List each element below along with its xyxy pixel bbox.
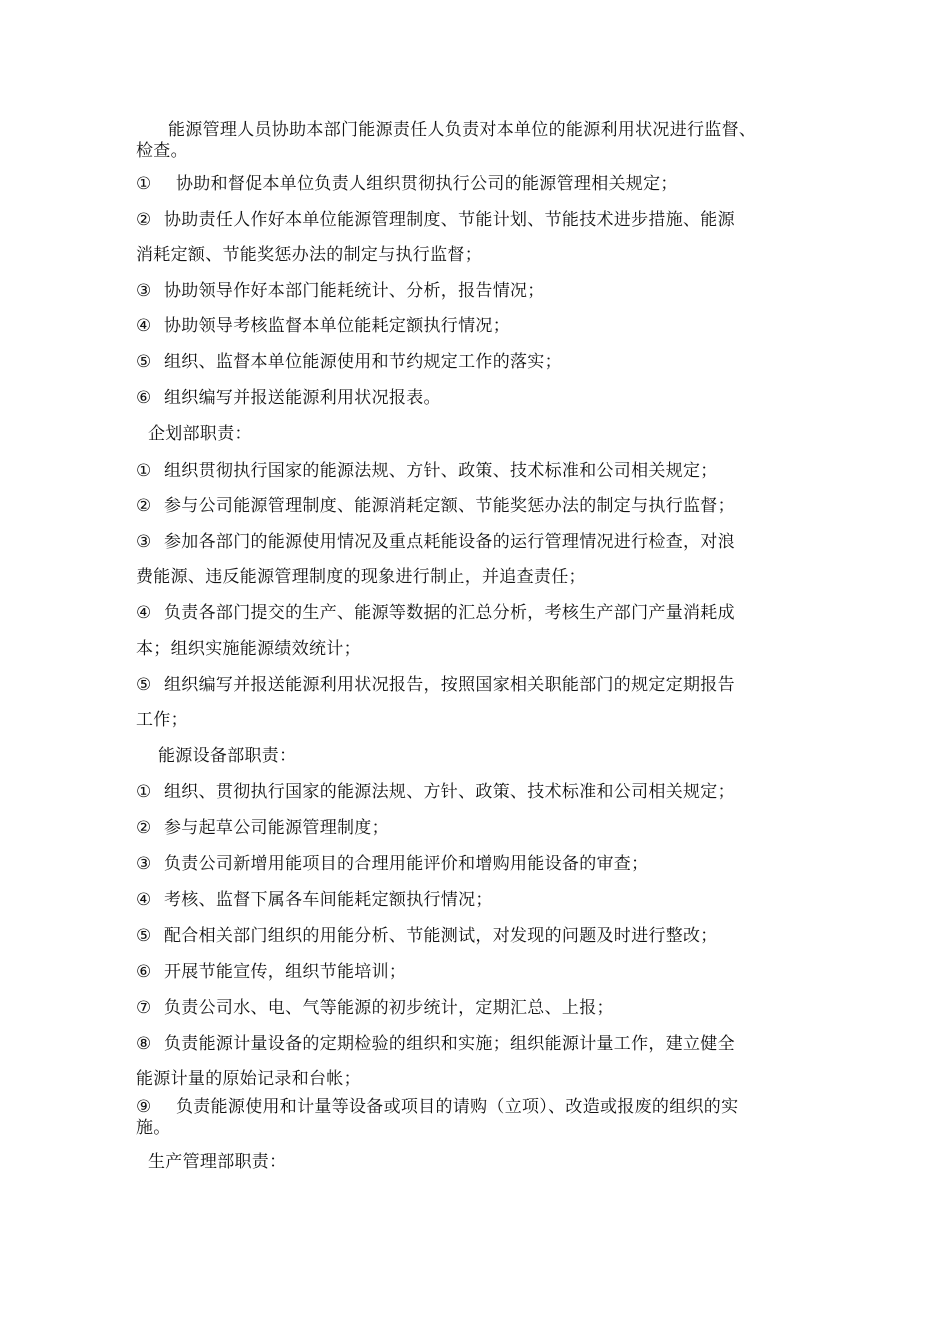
equipment-item-9-continuation: 施。 — [136, 1118, 171, 1138]
item-text: 参加各部门的能源使用情况及重点耗能设备的运行管理情况进行检查，对浪 — [164, 532, 735, 552]
planning-item-5 — [136, 674, 735, 696]
equipment-item-9 — [136, 1096, 738, 1118]
equipment-item-7 — [136, 997, 614, 1019]
item-number: ⑥ — [136, 962, 152, 982]
item-text: 负责能源使用和计量等设备或项目的请购（立项）、改造或报废的组织的实 — [176, 1097, 739, 1117]
item-text: 负责公司水、电、气等能源的初步统计，定期汇总、上报； — [164, 998, 614, 1018]
planning-item-3-continuation: 费能源、违反能源管理制度的现象进行制止，并追查责任； — [136, 567, 586, 587]
equipment-item-2 — [136, 817, 389, 839]
item-text: 组织、贯彻执行国家的能源法规、方针、政策、技术标准和公司相关规定； — [164, 782, 735, 802]
equipment-item-5 — [136, 925, 718, 947]
item-text: 组织编写并报送能源利用状况报表。 — [164, 388, 441, 408]
item-number: ③ — [136, 854, 152, 874]
item-text: 负责各部门提交的生产、能源等数据的汇总分析，考核生产部门产量消耗成 — [164, 603, 735, 623]
item-text: 组织贯彻执行国家的能源法规、方针、政策、技术标准和公司相关规定； — [164, 461, 718, 481]
equipment-item-8-continuation: 能源计量的原始记录和台帐； — [136, 1069, 361, 1089]
item-text: 协助领导作好本部门能耗统计、分析，报告情况； — [164, 281, 545, 301]
planning-item-4 — [136, 602, 735, 624]
item-number: ② — [136, 818, 152, 838]
item-text: 组织、监督本单位能源使用和节约规定工作的落实； — [164, 352, 562, 372]
item-number: ① — [136, 461, 152, 481]
item-number: ② — [136, 496, 152, 516]
item-number: ⑨ — [136, 1097, 152, 1117]
planning-heading: 企划部职责： — [148, 424, 252, 444]
item-number: ④ — [136, 890, 152, 910]
item-text: 配合相关部门组织的用能分析、节能测试，对发现的问题及时进行整改； — [164, 926, 718, 946]
intro-paragraph-line1: 能源管理人员协助本部门能源责任人负责对本单位的能源利用状况进行监督、 — [168, 120, 757, 140]
planning-item-4-continuation: 本；组织实施能源绩效统计； — [136, 639, 361, 659]
equipment-item-3 — [136, 853, 648, 875]
item-number: ⑦ — [136, 998, 152, 1018]
item-number: ⑤ — [136, 926, 152, 946]
item-text: 考核、监督下属各车间能耗定额执行情况； — [164, 890, 493, 910]
item-number: ⑤ — [136, 675, 152, 695]
energy-admin-item-2-continuation: 消耗定额、节能奖惩办法的制定与执行监督； — [136, 245, 482, 265]
item-text: 参与起草公司能源管理制度； — [164, 818, 389, 838]
item-number: ⑤ — [136, 352, 152, 372]
planning-item-5-continuation: 工作； — [136, 710, 188, 730]
intro-paragraph-line2: 检查。 — [136, 141, 188, 161]
production-heading: 生产管理部职责： — [148, 1152, 287, 1172]
equipment-item-6 — [136, 961, 406, 983]
planning-item-1 — [136, 460, 718, 482]
equipment-heading: 能源设备部职责： — [158, 746, 297, 766]
item-text: 组织编写并报送能源利用状况报告，按照国家相关职能部门的规定定期报告 — [164, 675, 735, 695]
item-text: 协助领导考核监督本单位能耗定额执行情况； — [164, 316, 510, 336]
item-number: ② — [136, 210, 152, 230]
energy-admin-item-5 — [136, 351, 562, 373]
item-text: 参与公司能源管理制度、能源消耗定额、节能奖惩办法的制定与执行监督； — [164, 496, 735, 516]
energy-admin-item-4 — [136, 315, 510, 337]
item-text: 开展节能宣传，组织节能培训； — [164, 962, 407, 982]
planning-item-2 — [136, 495, 735, 517]
item-number: ① — [136, 782, 152, 802]
energy-admin-item-2 — [136, 209, 735, 231]
item-number: ④ — [136, 316, 152, 336]
item-text: 协助责任人作好本单位能源管理制度、节能计划、节能技术进步措施、能源 — [164, 210, 735, 230]
item-number: ⑧ — [136, 1034, 152, 1054]
item-text: 负责能源计量设备的定期检验的组织和实施；组织能源计量工作，建立健全 — [164, 1034, 735, 1054]
item-number: ④ — [136, 603, 152, 623]
item-text: 协助和督促本单位负责人组织贯彻执行公司的能源管理相关规定； — [176, 174, 678, 194]
item-number: ① — [136, 174, 152, 194]
planning-item-3 — [136, 531, 735, 553]
energy-admin-item-6 — [136, 387, 441, 409]
equipment-item-4 — [136, 889, 493, 911]
item-number: ③ — [136, 532, 152, 552]
item-text: 负责公司新增用能项目的合理用能评价和增购用能设备的审查； — [164, 854, 649, 874]
equipment-item-8 — [136, 1033, 735, 1055]
item-number: ⑥ — [136, 388, 152, 408]
energy-admin-item-1 — [136, 173, 678, 195]
equipment-item-1 — [136, 781, 735, 803]
item-number: ③ — [136, 281, 152, 301]
energy-admin-item-3 — [136, 280, 545, 302]
